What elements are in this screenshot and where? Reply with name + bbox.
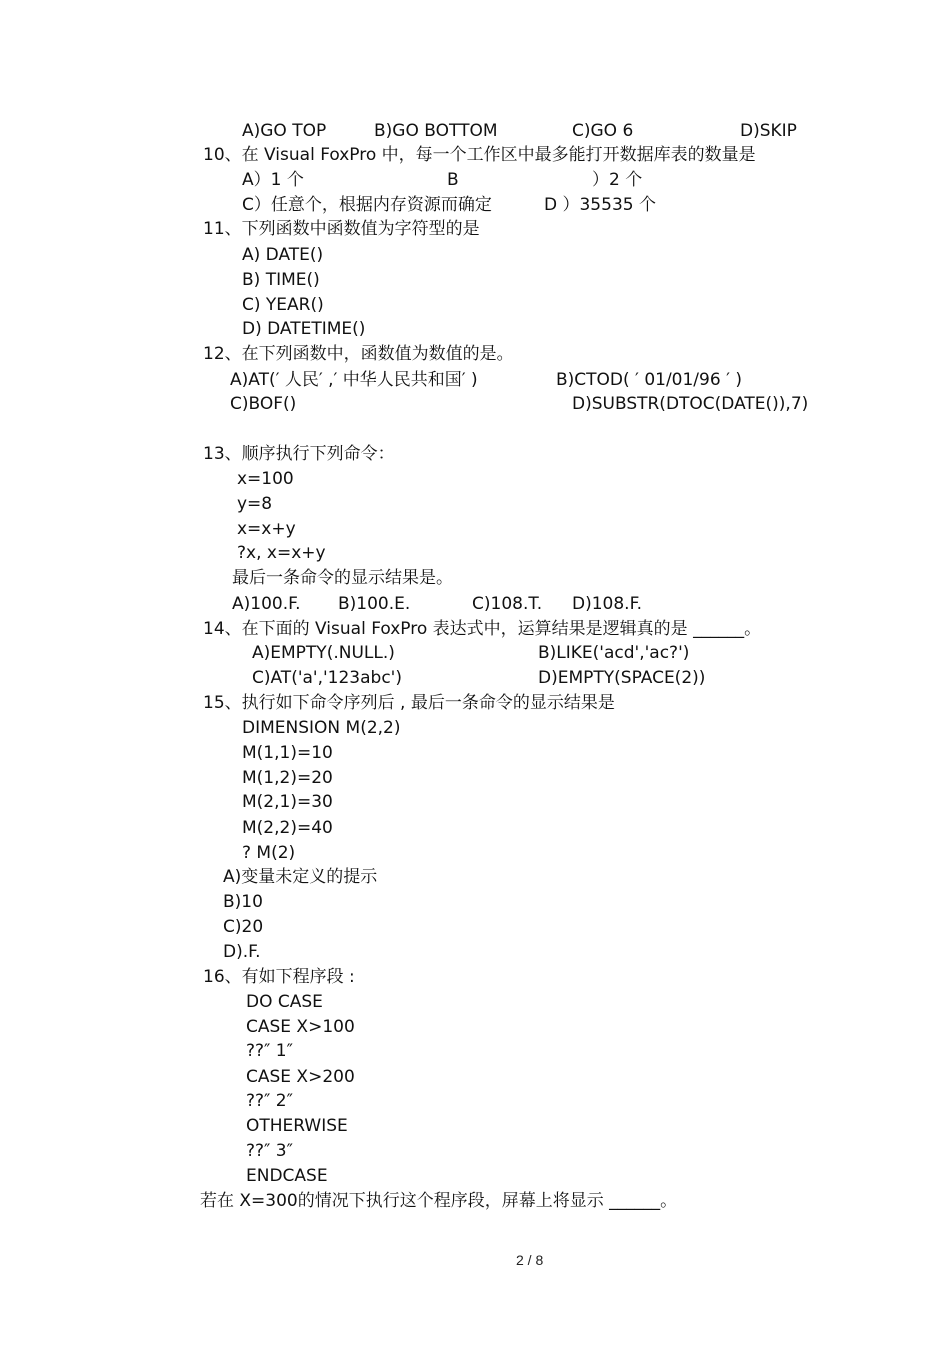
q13-option-d: D)108.F. xyxy=(572,594,643,614)
q10-option-a: A）1 个 xyxy=(242,170,304,190)
q16-code-line: ??″ 2″ xyxy=(246,1091,293,1111)
q10-option-c: C）任意个，根据内存资源而确定 xyxy=(242,195,492,215)
q9-option-c: C)GO 6 xyxy=(572,121,634,141)
q16-code-line: CASE X>200 xyxy=(246,1067,355,1087)
q11-option-d: D) DATETIME() xyxy=(242,319,366,339)
q10-option-b: B xyxy=(447,170,459,190)
q14-option-b: B)LIKE('acd','ac?') xyxy=(538,643,690,663)
q13-code-line: ?x, x=x+y xyxy=(237,543,326,563)
q11-option-b: B) TIME() xyxy=(242,270,320,290)
q13-option-a: A)100.F. xyxy=(232,594,301,614)
q16-code-line: DO CASE xyxy=(246,992,323,1012)
q11-option-a: A) DATE() xyxy=(242,245,324,265)
q12-option-a: A)AT(′ 人民′ ,′ 中华人民共和国′ ) xyxy=(230,370,478,390)
q13-code-line: x=100 xyxy=(237,469,294,489)
q15-code-line: M(2,1)=30 xyxy=(242,792,333,812)
q13-option-b: B)100.E. xyxy=(338,594,411,614)
q15-option-c: C)20 xyxy=(223,917,264,937)
q16-code-line: OTHERWISE xyxy=(246,1116,348,1136)
q15-option-d: D).F. xyxy=(223,942,261,962)
q12-option-b: B)CTOD( ′ 01/01/96 ′ ) xyxy=(556,370,742,390)
q16-stem: 16、有如下程序段 : xyxy=(203,967,355,987)
q15-stem: 15、执行如下命令序列后 , 最后一条命令的显示结果是 xyxy=(203,693,615,713)
q10-stem: 10、在 Visual FoxPro 中，每一个工作区中最多能打开数据库表的数量是 xyxy=(203,145,756,165)
q15-code-line: DIMENSION M(2,2) xyxy=(242,718,401,738)
q9-option-d: D)SKIP xyxy=(740,121,797,141)
q16-code-line: ??″ 3″ xyxy=(246,1141,293,1161)
q10-option-b-value: ）2 个 xyxy=(592,170,643,190)
q12-option-c: C)BOF() xyxy=(230,394,297,414)
q16-code-line: CASE X>100 xyxy=(246,1017,355,1037)
q15-option-a: A)变量未定义的提示 xyxy=(223,867,378,887)
q14-option-c: C)AT('a','123abc') xyxy=(252,668,402,688)
q13-option-c: C)108.T. xyxy=(472,594,543,614)
q15-code-line: ? M(2) xyxy=(242,843,296,863)
q9-option-b: B)GO BOTTOM xyxy=(374,121,498,141)
q12-stem: 12、在下列函数中，函数值为数值的是。 xyxy=(203,344,514,364)
q15-code-line: M(1,2)=20 xyxy=(242,768,333,788)
q11-stem: 11、下列函数中函数值为字符型的是 xyxy=(203,219,480,239)
q13-code-line: y=8 xyxy=(237,494,273,514)
q12-option-d: D)SUBSTR(DTOC(DATE()),7) xyxy=(572,394,809,414)
q14-option-a: A)EMPTY(.NULL.) xyxy=(252,643,395,663)
q14-stem: 14、在下面的 Visual FoxPro 表达式中，运算结果是逻辑真的是 ______。 xyxy=(203,619,762,639)
q9-option-a: A)GO TOP xyxy=(242,121,327,141)
q15-code-line: M(1,1)=10 xyxy=(242,743,333,763)
page-number: 2 / 8 xyxy=(516,1252,544,1268)
q13-code-line: x=x+y xyxy=(237,519,296,539)
q11-option-c: C) YEAR() xyxy=(242,295,324,315)
q10-option-d: D ）35535 个 xyxy=(544,195,656,215)
q16-code-line: ENDCASE xyxy=(246,1166,328,1186)
q16-code-line: ??″ 1″ xyxy=(246,1041,293,1061)
q15-option-b: B)10 xyxy=(223,892,263,912)
q14-option-d: D)EMPTY(SPACE(2)) xyxy=(538,668,706,688)
q15-code-line: M(2,2)=40 xyxy=(242,818,333,838)
q13-stem: 13、顺序执行下列命令： xyxy=(203,444,395,464)
q16-tail: 若在 X=300的情况下执行这个程序段，屏幕上将显示 ______。 xyxy=(200,1191,678,1211)
q13-tail: 最后一条命令的显示结果是。 xyxy=(232,568,453,588)
